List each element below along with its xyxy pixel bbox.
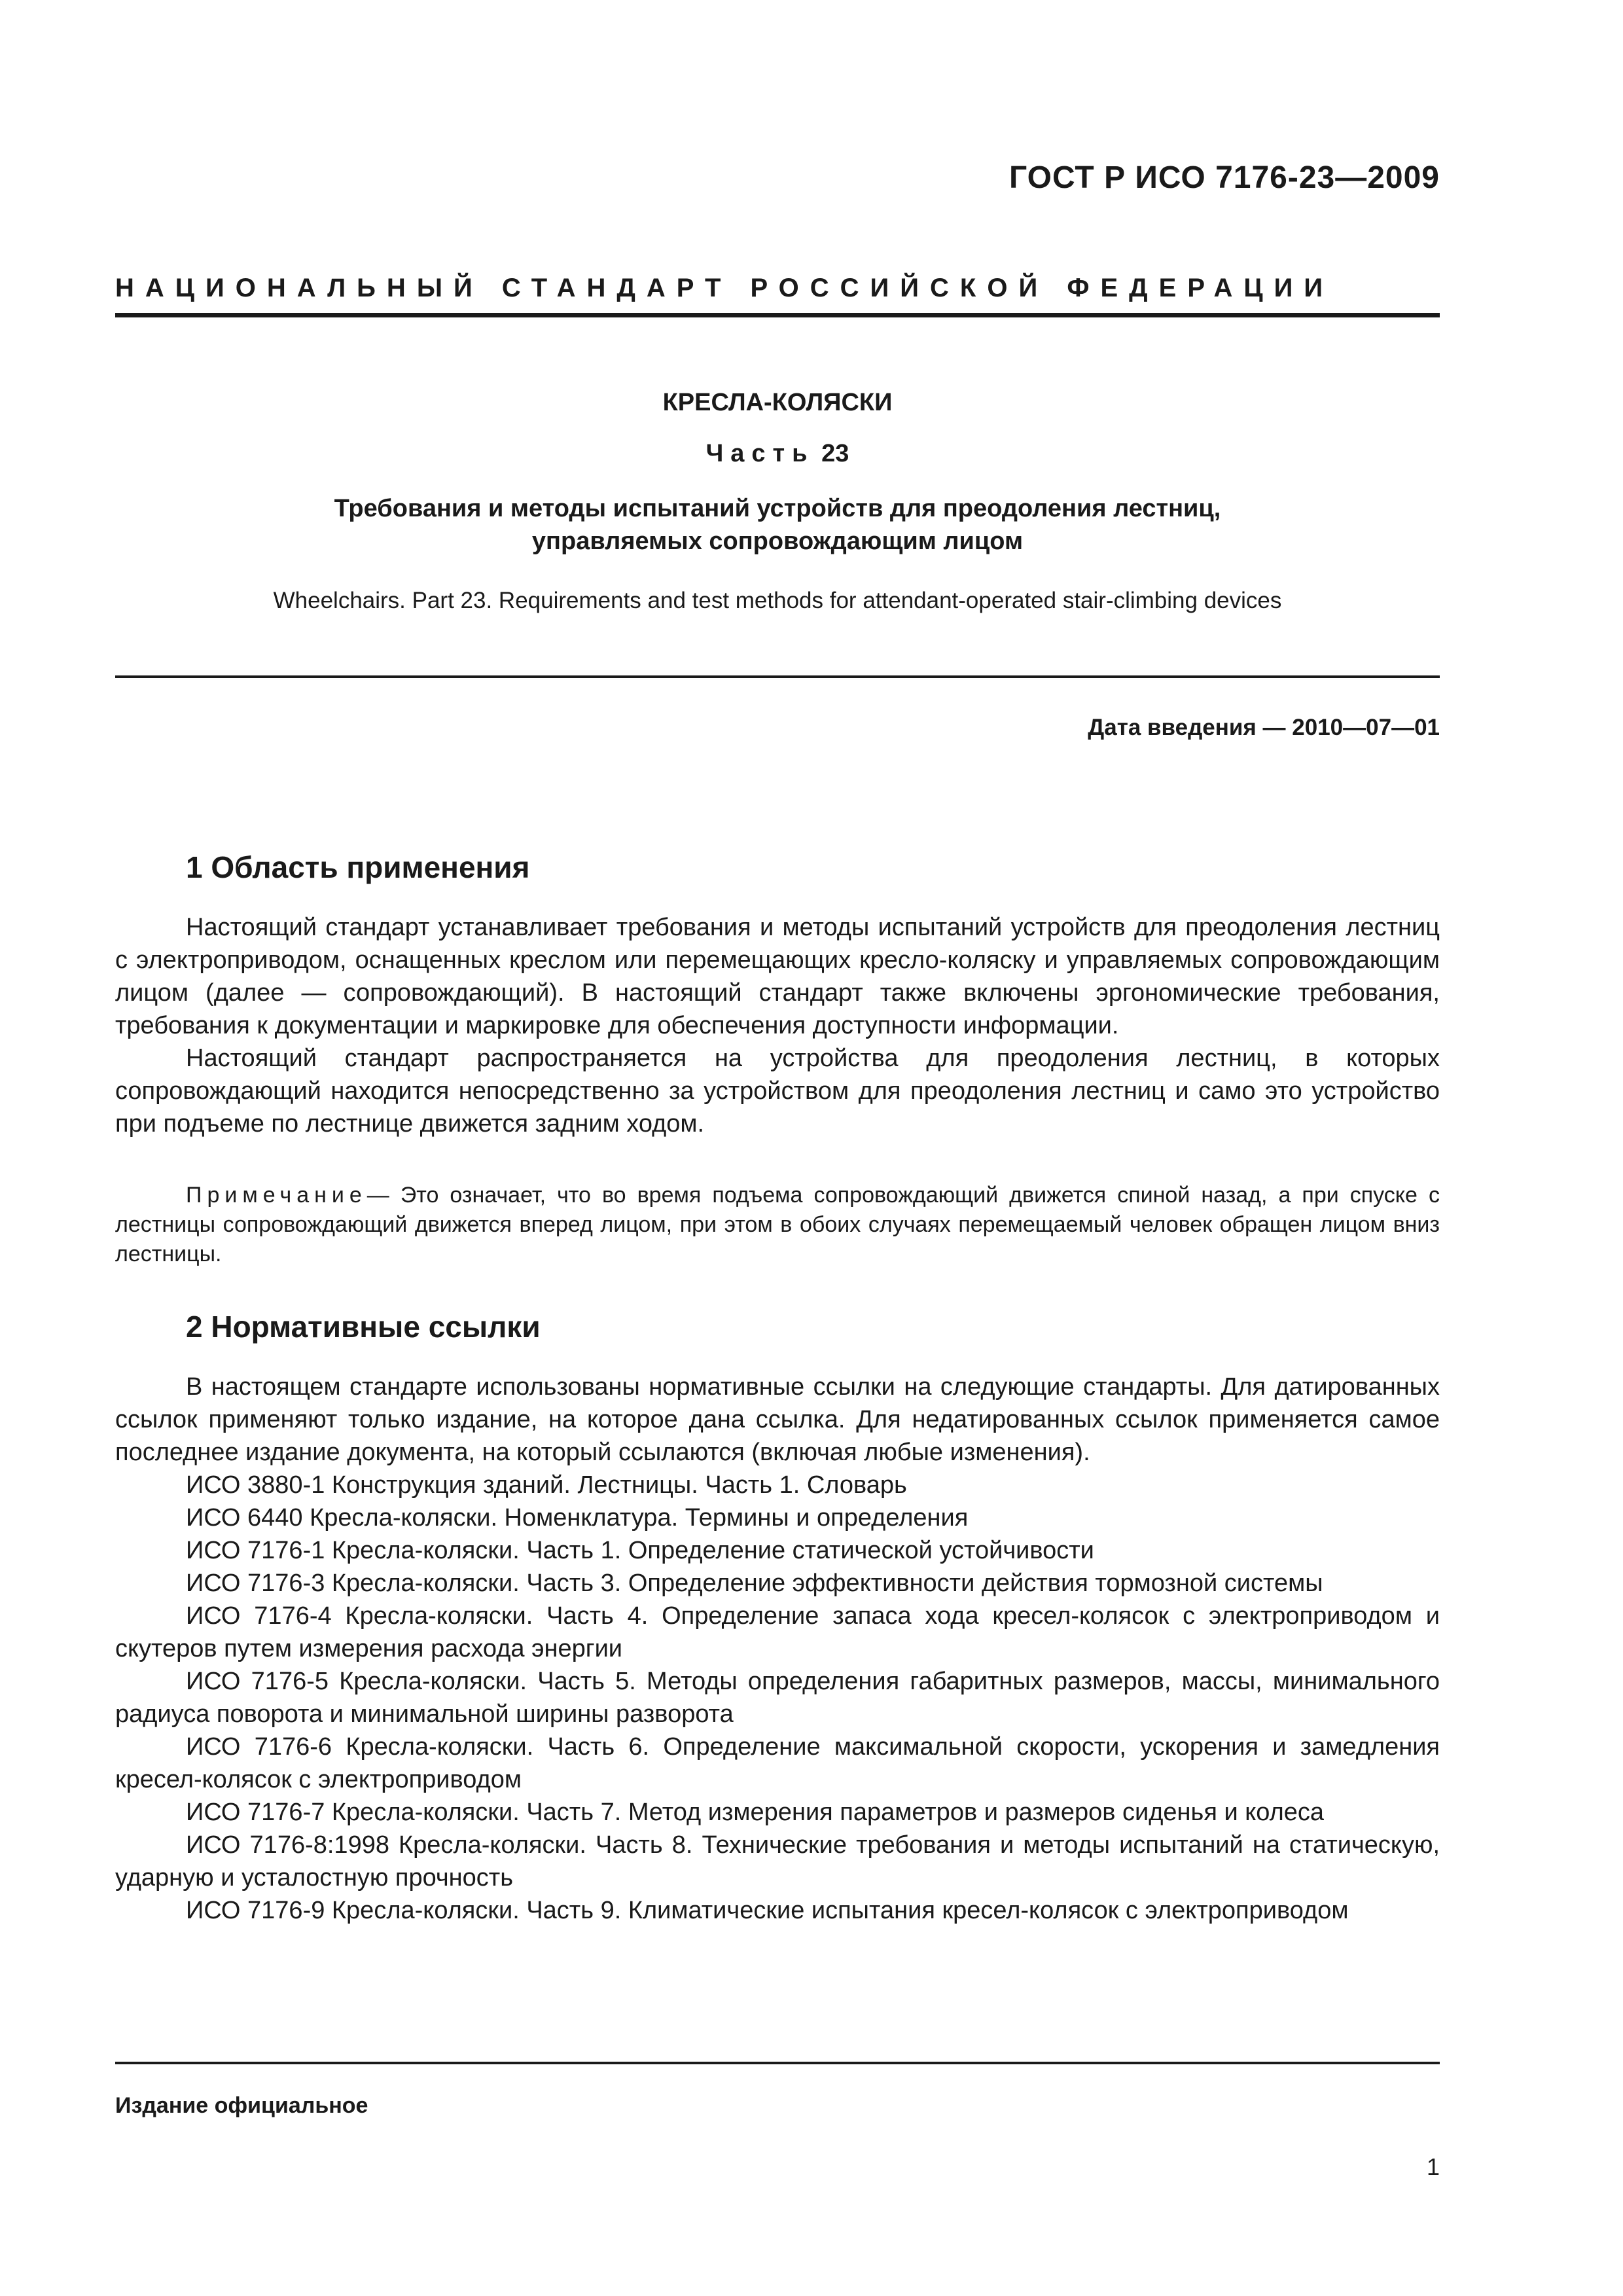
reference-item: ИСО 7176-1 Кресла-коляски. Часть 1. Определение статической устойчивости [186,1537,1094,1564]
standard-title: КРЕСЛА-КОЛЯСКИ [662,389,893,416]
section-1-heading: 1 Область применения [186,850,530,884]
reference-item: ИСО 7176-6 Кресла-коляски. Часть 6. Определение максимальной скорости, ускорения и замедления кресел-колясок с электроприводом [115,1733,1440,1793]
section-1-paragraph-2: Настоящий стандарт распространяется на устройства для преодоления лестниц, в которых сопровождающий находится непосредственно за устройством для преодоления лестниц и само это устройство при подъеме по лестнице движется задним ходом. [115,1045,1440,1138]
note-text: — Это означает, что во время подъема сопровождающий движется спиной назад, а при спуске с лестницы сопровождающий движется вперед лицом, при этом в обоих случаях перемещаемый человек обращен лицом вниз лестницы. [115,1183,1440,1266]
introduction-date: Дата введения — 2010—07—01 [1088,715,1440,740]
title-divider [115,675,1440,678]
reference-item: ИСО 7176-8:1998 Кресла-коляски. Часть 8. Технические требования и методы испытаний на статическую, ударную и усталостную прочность [115,1831,1440,1892]
standard-subtitle [115,492,1440,558]
note-label: Примечание [186,1183,367,1208]
reference-item: ИСО 3880-1 Конструкция зданий. Лестницы. Часть 1. Словарь [186,1471,907,1499]
section-1-paragraph-1: Настоящий стандарт устанавливает требования и методы испытаний устройств для преодоления лестниц с электроприводом, оснащенных креслом или перемещающих кресло-коляску и управляемых сопровождающим лицом (далее — сопровождающий). В настоящий стандарт также включены эргономические требования, требования к документации и маркировке для обеспечения доступности информации. [115,914,1440,1039]
part-label: Часть [705,440,815,467]
english-title: Wheelchairs. Part 23. Requirements and test methods for attendant-operated stair-climbing devices [273,588,1282,613]
official-edition-label: Издание официальное [115,2093,368,2118]
reference-item: ИСО 6440 Кресла-коляски. Номенклатура. Термины и определения [186,1504,969,1532]
gost-number: ГОСТ Р ИСО 7176-23—2009 [1009,160,1440,195]
reference-item: ИСО 7176-3 Кресла-коляски. Часть 3. Определение эффективности действия тормозной системы [186,1570,1323,1597]
national-standard-title: НАЦИОНАЛЬНЫЙ СТАНДАРТ РОССИЙСКОЙ ФЕДЕРАЦИИ [115,274,1334,302]
footer-divider [115,2062,1440,2064]
reference-item: ИСО 7176-7 Кресла-коляски. Часть 7. Метод измерения параметров и размеров сиденья и колеса [186,1799,1325,1826]
normative-references [115,1371,1440,1927]
page-number: 1 [1426,2153,1440,2180]
reference-item: ИСО 7176-4 Кресла-коляски. Часть 4. Определение запаса хода кресел-колясок с электроприводом и скутеров путем измерения расхода энергии [115,1602,1440,1662]
subtitle-line-2: управляемых сопровождающим лицом [531,528,1024,555]
reference-item: ИСО 7176-9 Кресла-коляски. Часть 9. Климатические испытания кресел-колясок с электроприводом [186,1897,1349,1924]
header-divider [115,313,1440,317]
subtitle-line-1: Требования и методы испытаний устройств для преодоления лестниц, [334,495,1221,522]
section-1-body [115,911,1440,1140]
section-2-heading: 2 Нормативные ссылки [186,1310,541,1344]
standard-part [115,440,1440,468]
reference-item: ИСО 7176-5 Кресла-коляски. Часть 5. Методы определения габаритных размеров, массы, минимального радиуса поворота и минимальной ширины разворота [115,1668,1440,1728]
part-number: 23 [821,440,849,467]
section-1-note [115,1181,1440,1269]
document-page [115,0,1440,2296]
section-2-intro: В настоящем стандарте использованы нормативные ссылки на следующие стандарты. Для датированных ссылок применяют только издание, на которое дана ссылка. Для недатированных ссылок применяется самое последнее издание документа, на который ссылаются (включая любые изменения). [115,1373,1440,1466]
